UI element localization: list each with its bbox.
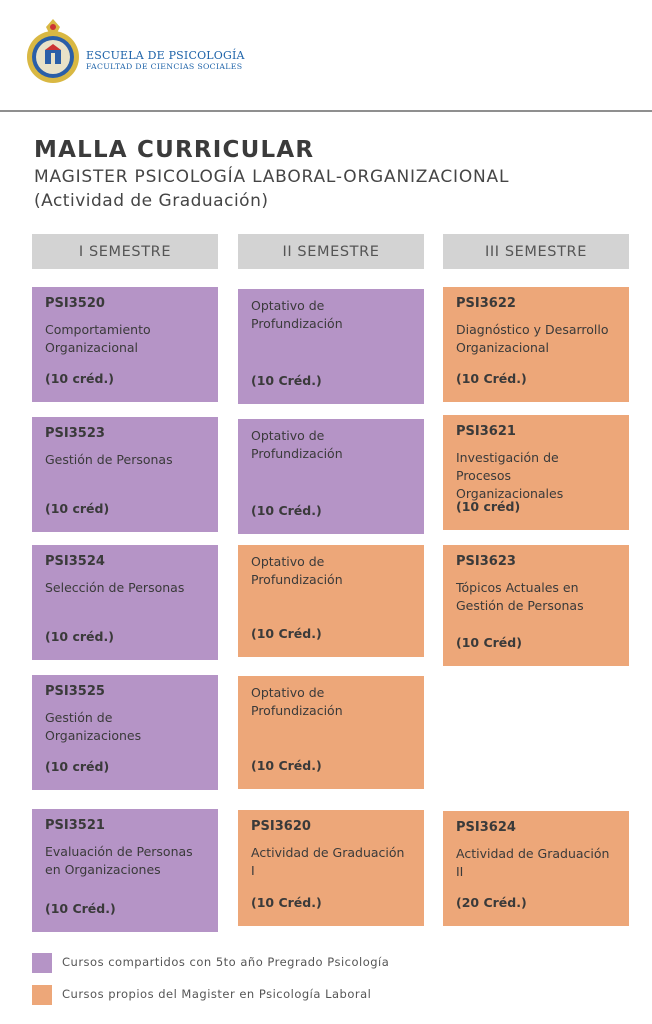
course-code: PSI3620 bbox=[251, 819, 311, 834]
course-name: Gestión de Organizaciones bbox=[45, 710, 142, 743]
course-card bbox=[32, 417, 218, 532]
course-code: PSI3622 bbox=[456, 296, 516, 311]
course-card bbox=[443, 545, 629, 666]
course-code: PSI3525 bbox=[45, 684, 105, 699]
legend-own-swatch bbox=[32, 985, 52, 1005]
school-name: ESCUELA DE PSICOLOGÍA bbox=[86, 49, 245, 62]
semester-header-3: III SEMESTRE bbox=[443, 234, 629, 269]
course-card bbox=[32, 809, 218, 932]
course-card bbox=[238, 676, 424, 789]
course-name: Investigación de Procesos Organizacionales bbox=[456, 450, 564, 501]
course-card bbox=[238, 289, 424, 404]
course-name: Gestión de Personas bbox=[45, 452, 173, 467]
course-name: Tópicos Actuales en Gestión de Personas bbox=[456, 580, 584, 613]
course-credits: (10 Créd.) bbox=[251, 626, 322, 641]
course-code: PSI3621 bbox=[456, 424, 516, 439]
course-code: PSI3524 bbox=[45, 554, 105, 569]
course-credits: (10 Créd.) bbox=[251, 373, 322, 388]
course-credits: (10 créd) bbox=[456, 499, 521, 514]
header bbox=[0, 0, 652, 112]
course-card bbox=[443, 287, 629, 402]
course-credits: (10 Créd.) bbox=[45, 901, 116, 916]
course-credits: (10 Créd.) bbox=[251, 758, 322, 773]
course-card bbox=[238, 545, 424, 657]
page-title: MALLA CURRICULAR bbox=[34, 137, 315, 163]
course-code: PSI3623 bbox=[456, 554, 516, 569]
course-card bbox=[443, 811, 629, 926]
course-name: Selección de Personas bbox=[45, 580, 185, 595]
course-credits: (10 Créd.) bbox=[251, 895, 322, 910]
program-modality: (Actividad de Graduación) bbox=[34, 191, 269, 211]
course-credits: (20 Créd.) bbox=[456, 895, 527, 910]
course-name: Actividad de Graduación I bbox=[251, 845, 405, 878]
course-card bbox=[32, 675, 218, 790]
course-name: Optativo de Profundización bbox=[251, 685, 343, 718]
semester-header-1: I SEMESTRE bbox=[32, 234, 218, 269]
course-name: Optativo de Profundización bbox=[251, 298, 343, 331]
course-code: PSI3521 bbox=[45, 818, 105, 833]
semester-header-2: II SEMESTRE bbox=[238, 234, 424, 269]
legend-own-label: Cursos propios del Magister en Psicología Laboral bbox=[62, 987, 372, 1001]
course-name: Optativo de Profundización bbox=[251, 554, 343, 587]
legend-shared-label: Cursos compartidos con 5to año Pregrado Psicología bbox=[62, 955, 390, 969]
school-name-block bbox=[86, 50, 245, 71]
course-credits: (10 créd.) bbox=[45, 371, 114, 386]
course-card bbox=[238, 419, 424, 534]
course-card bbox=[443, 415, 629, 530]
legend-shared-swatch bbox=[32, 953, 52, 973]
header-divider bbox=[0, 110, 652, 112]
course-credits: (10 Créd.) bbox=[456, 371, 527, 386]
course-credits: (10 Créd) bbox=[456, 635, 522, 650]
course-code: PSI3624 bbox=[456, 820, 516, 835]
course-name: Actividad de Graduación II bbox=[456, 846, 610, 879]
course-code: PSI3523 bbox=[45, 426, 105, 441]
university-crest-icon bbox=[26, 17, 80, 87]
course-name: Optativo de Profundización bbox=[251, 428, 343, 461]
course-credits: (10 Créd.) bbox=[251, 503, 322, 518]
course-card bbox=[238, 810, 424, 926]
course-name: Comportamiento Organizacional bbox=[45, 322, 151, 355]
course-name: Diagnóstico y Desarrollo Organizacional bbox=[456, 322, 609, 355]
course-credits: (10 créd.) bbox=[45, 629, 114, 644]
course-name: Evaluación de Personas en Organizaciones bbox=[45, 844, 193, 877]
course-credits: (10 créd) bbox=[45, 501, 110, 516]
course-code: PSI3520 bbox=[45, 296, 105, 311]
program-title: MAGISTER PSICOLOGÍA LABORAL-ORGANIZACIONAL bbox=[34, 167, 510, 187]
course-card bbox=[32, 545, 218, 660]
course-card bbox=[32, 287, 218, 402]
course-credits: (10 créd) bbox=[45, 759, 110, 774]
faculty-name: FACULTAD DE CIENCIAS SOCIALES bbox=[86, 62, 243, 71]
